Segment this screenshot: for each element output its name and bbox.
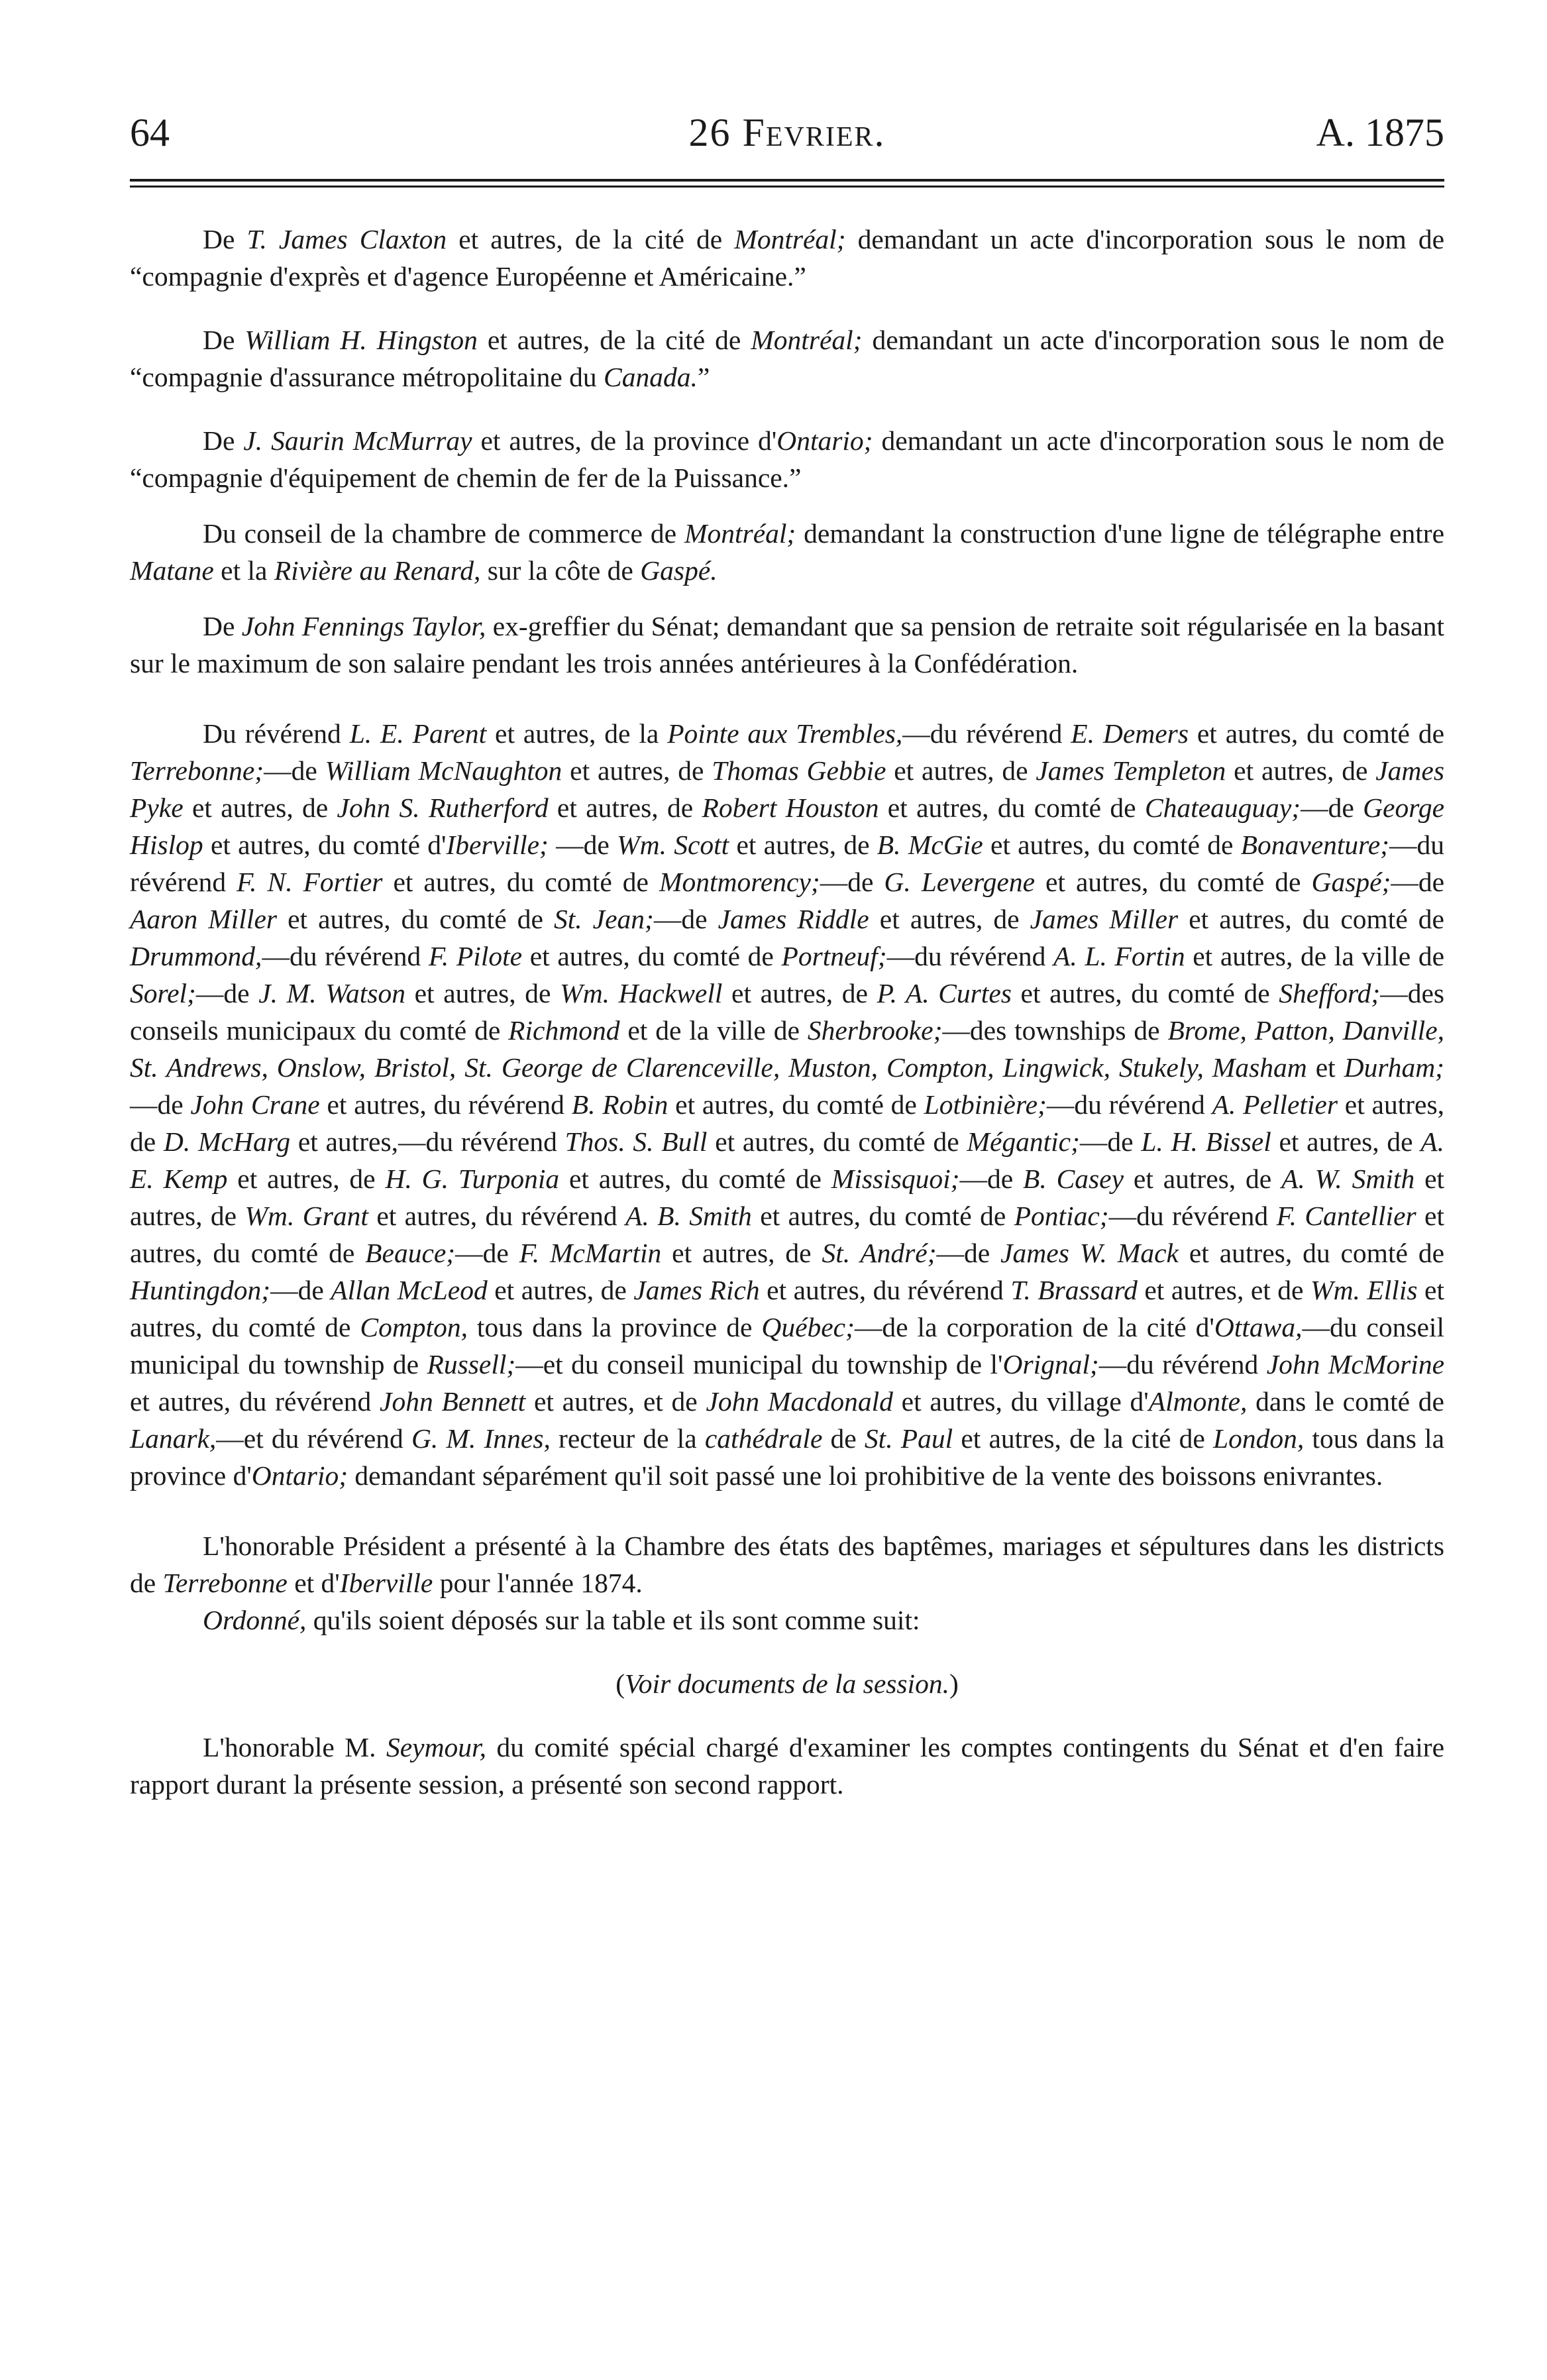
italic-run: Sherbrooke;	[807, 1015, 943, 1046]
italic-run: Almonte,	[1148, 1386, 1248, 1417]
header-year: A. 1875	[1316, 111, 1444, 154]
text-run: et	[1307, 1052, 1344, 1083]
text-run: demandant séparément qu'il soit passé une loi prohibitive de la vente des boissons enivrantes.	[348, 1460, 1383, 1491]
italic-run: Iberville	[339, 1568, 433, 1598]
text-run: et autres, de	[487, 1275, 634, 1305]
italic-run: Lanark,	[130, 1423, 217, 1454]
italic-run: St. Jean;	[553, 904, 654, 934]
italic-run: Gaspé.	[640, 555, 718, 586]
text-run: et autres, du comté de	[559, 1163, 831, 1194]
italic-run: A. B. Smith	[625, 1201, 752, 1231]
italic-run: A. W. Smith	[1281, 1163, 1415, 1194]
italic-run: Montmorency;	[659, 867, 820, 897]
italic-run: H. G. Turponia	[385, 1163, 560, 1194]
text-run: et autres, du comté de	[130, 1275, 1444, 1342]
text-run: et autres, du comté de	[522, 941, 782, 971]
italic-run: Portneuf;	[781, 941, 887, 971]
text-run: et de la ville de	[619, 1015, 808, 1046]
paragraph-claxton-petition	[130, 221, 1444, 295]
italic-run: Bonaventure;	[1240, 830, 1389, 860]
italic-run: Chateauguay;	[1144, 792, 1301, 823]
italic-run: Ontario;	[776, 425, 873, 456]
text-run: et autres, du comté de	[983, 830, 1241, 860]
text-run: qu'ils soient déposés sur la table et ils sont comme suit:	[306, 1605, 920, 1635]
italic-run: James Templeton	[1036, 755, 1226, 786]
text-run: —du révérend	[130, 830, 1444, 897]
italic-run: Wm. Scott	[617, 830, 729, 860]
italic-run: J. Saurin McMurray	[243, 425, 472, 456]
italic-run: Huntingdon;	[130, 1275, 271, 1305]
text-run: Du révérend	[203, 718, 350, 749]
italic-run: Iberville;	[446, 830, 549, 860]
italic-run: Richmond	[508, 1015, 620, 1046]
text-run: et autres, de	[886, 755, 1036, 786]
text-run: )	[949, 1668, 959, 1699]
italic-run: Drummond,	[130, 941, 262, 971]
text-run: du comité spécial chargé d'examiner les comptes contingents du Sénat et d'en faire rapport durant la présente session, a présenté son second rapport.	[130, 1732, 1444, 1800]
text-run: et autres, du comté d'	[203, 830, 447, 860]
text-run: —et du conseil municipal du township de l'	[515, 1349, 1003, 1379]
text-run: —de	[1301, 792, 1363, 823]
text-run: demandant un acte d'incorporation sous le nom de “compagnie d'équipement de chemin de fer de la Puissance.”	[130, 425, 1445, 493]
header-date	[130, 93, 1444, 172]
italic-run: Beauce;	[365, 1238, 456, 1268]
text-run: —et du révérend	[216, 1423, 411, 1454]
italic-run: Terrebonne	[162, 1568, 288, 1598]
italic-run: Ottawa,	[1214, 1312, 1303, 1342]
text-run: —de	[455, 1238, 519, 1268]
text-run: tous dans la province d'	[130, 1423, 1444, 1491]
italic-run: Voir documents de la session.	[625, 1668, 949, 1699]
text-run: et autres, du révérend	[130, 1386, 380, 1417]
text-run: et autres, et de	[1137, 1275, 1310, 1305]
text-run: et autres, du comté de	[668, 1089, 924, 1120]
italic-run: Pointe aux Trembles,	[667, 718, 903, 749]
text-run: et autres, du comté de	[1178, 904, 1444, 934]
text-run: et autres, du comté de	[1178, 1238, 1444, 1268]
text-run: pour l'année 1874.	[433, 1568, 643, 1598]
text-run: Du conseil de la chambre de commerce de	[203, 518, 684, 549]
italic-run: James Pyke	[130, 755, 1444, 823]
text-run: et autres, de	[130, 1089, 1445, 1157]
text-run: tous dans la province de	[467, 1312, 762, 1342]
italic-run: Shefford;	[1279, 978, 1381, 1008]
paragraph-see-documents	[130, 1665, 1444, 1702]
text-run: et autres, de	[183, 792, 337, 823]
italic-run: Brome, Patton, Danville, St. Andrews, Onslow, Bristol, St. George de Clarenceville, Muston, Compton, Lingwick, Stukely, Masham	[130, 1015, 1445, 1083]
text-run: et autres, du comté de	[751, 1201, 1014, 1231]
italic-run: Ontario;	[251, 1460, 348, 1491]
italic-run: D. McHarg	[163, 1126, 291, 1157]
text-run: —de	[936, 1238, 1001, 1268]
body-text	[130, 221, 1444, 1803]
text-run: et autres, de	[562, 755, 712, 786]
italic-run: B. McGie	[877, 830, 983, 860]
text-run: et autres, du comté de	[130, 1201, 1445, 1268]
header-rule	[130, 179, 1444, 188]
text-run: et autres, du révérend	[368, 1201, 625, 1231]
text-run: ”	[697, 362, 710, 392]
text-run: et autres, de la ville de	[1185, 941, 1444, 971]
italic-run: Robert Houston	[702, 792, 879, 823]
text-run: L'honorable Président a présenté à la Chambre des états des baptêmes, mariages et sépultures dans les districts de	[130, 1531, 1444, 1598]
italic-run: B. Robin	[571, 1089, 668, 1120]
italic-run: James Miller	[1030, 904, 1179, 934]
italic-run: Russell;	[427, 1349, 516, 1379]
italic-run: John Bennett	[380, 1386, 526, 1417]
text-run: —des conseils municipaux du comté de	[130, 978, 1445, 1046]
italic-run: Wm. Ellis	[1310, 1275, 1418, 1305]
text-run: et autres, du comté de	[277, 904, 554, 934]
text-run: —de	[130, 1089, 191, 1120]
text-run: demandant un acte d'incorporation sous le nom de “compagnie d'exprès et d'agence Européenne et Américaine.”	[130, 224, 1445, 292]
italic-run: James Riddle	[718, 904, 869, 934]
italic-run: Montréal;	[734, 224, 846, 254]
text-run: —du révérend	[1108, 1201, 1277, 1231]
italic-run: Terrebonne;	[130, 755, 264, 786]
italic-run: cathédrale	[704, 1423, 823, 1454]
italic-run: Québec;	[761, 1312, 855, 1342]
text-run: —du révérend	[1046, 1089, 1212, 1120]
text-run: et d'	[287, 1568, 340, 1598]
text-run: et autres, du comté de	[382, 867, 659, 897]
text-run: —du révérend	[886, 941, 1054, 971]
italic-run: A. E. Kemp	[130, 1126, 1445, 1194]
text-run: et autres, de la cité de	[953, 1423, 1214, 1454]
text-run: et autres, du comté de	[1011, 978, 1279, 1008]
text-run: et autres,—du révérend	[290, 1126, 565, 1157]
document-page	[130, 93, 1444, 2346]
italic-run: London,	[1213, 1423, 1305, 1454]
text-run: De	[203, 611, 242, 641]
text-run: et autres, du comté de	[1035, 867, 1312, 897]
italic-run: Orignal;	[1002, 1349, 1099, 1379]
italic-run: Montréal;	[684, 518, 796, 549]
text-run: et autres, de	[869, 904, 1030, 934]
text-run: et autres, de la	[486, 718, 668, 749]
paragraph-president-report	[130, 1527, 1444, 1601]
italic-run: L. H. Bissel	[1141, 1126, 1271, 1157]
italic-run: G. M. Innes,	[411, 1423, 551, 1454]
italic-run: Montréal;	[751, 325, 863, 355]
italic-run: Thos. S. Bull	[564, 1126, 708, 1157]
text-run: et autres, de	[729, 830, 877, 860]
text-run: L'honorable M.	[203, 1732, 386, 1762]
italic-run: John McMorine	[1266, 1349, 1444, 1379]
text-run: et autres, du comté de	[1188, 718, 1444, 749]
text-run: —de	[548, 830, 617, 860]
page-number: 64	[130, 111, 170, 154]
italic-run: P. A. Curtes	[877, 978, 1012, 1008]
italic-run: Matane	[130, 555, 214, 586]
text-run: —du révérend	[262, 941, 429, 971]
header-date-month: Fevrier.	[742, 111, 886, 154]
italic-run: J. M. Watson	[258, 978, 405, 1008]
italic-run: F. Pilote	[428, 941, 523, 971]
italic-run: Aaron Miller	[130, 904, 278, 934]
italic-run: Sorel;	[130, 978, 196, 1008]
text-run: demandant la construction d'une ligne de télégraphe entre	[796, 518, 1444, 549]
italic-run: B. Casey	[1023, 1163, 1124, 1194]
italic-run: St. André;	[822, 1238, 937, 1268]
paragraph-hingston-petition	[130, 321, 1444, 396]
italic-run: Mégantic;	[967, 1126, 1080, 1157]
paragraph-chamber-of-commerce-petition	[130, 515, 1444, 589]
italic-run: John Crane	[190, 1089, 320, 1120]
italic-run: Wm. Hackwell	[560, 978, 723, 1008]
italic-run: John S. Rutherford	[337, 792, 549, 823]
text-run: —de	[195, 978, 259, 1008]
text-run: (	[615, 1668, 625, 1699]
italic-run: James W. Mack	[1000, 1238, 1179, 1268]
page-header	[130, 93, 1444, 172]
text-run: —du révérend	[1098, 1349, 1267, 1379]
text-run: et la	[213, 555, 274, 586]
italic-run: Durham;	[1344, 1052, 1445, 1083]
text-run: et autres, de	[1271, 1126, 1421, 1157]
text-run: et autres, de	[227, 1163, 386, 1194]
text-run: —des townships de	[942, 1015, 1168, 1046]
paragraph-mcmurray-petition	[130, 422, 1444, 496]
italic-run: F. McMartin	[519, 1238, 662, 1268]
text-run: —du révérend	[902, 718, 1071, 749]
italic-run: William McNaughton	[325, 755, 562, 786]
text-run: —de	[1079, 1126, 1142, 1157]
text-run: et autres, et de	[525, 1386, 706, 1417]
italic-run: T. James Claxton	[246, 224, 447, 254]
italic-run: St. Paul	[864, 1423, 953, 1454]
italic-run: Ordonné,	[203, 1605, 307, 1635]
text-run: —de	[270, 1275, 331, 1305]
text-run: et autres, de	[661, 1238, 822, 1268]
text-run: —du conseil municipal du township de	[130, 1312, 1444, 1379]
text-run: —de	[653, 904, 718, 934]
header-date-day: 26	[688, 111, 743, 154]
italic-run: A. Pelletier	[1212, 1089, 1338, 1120]
italic-run: William H. Hingston	[244, 325, 478, 355]
italic-run: Lotbinière;	[924, 1089, 1047, 1120]
text-run: —de	[820, 867, 884, 897]
italic-run: Compton,	[360, 1312, 468, 1342]
text-run: dans le comté de	[1247, 1386, 1444, 1417]
text-run: —de	[264, 755, 325, 786]
italic-run: Gaspé;	[1311, 867, 1391, 897]
paragraph-ordered	[130, 1601, 1444, 1639]
text-run: et autres, de	[405, 978, 560, 1008]
text-run: de	[822, 1423, 865, 1454]
italic-run: A. L. Fortin	[1053, 941, 1185, 971]
italic-run: Pontiac;	[1014, 1201, 1109, 1231]
italic-run: James Rich	[633, 1275, 760, 1305]
paragraph-seymour-report	[130, 1729, 1444, 1803]
text-run: et autres, du village d'	[892, 1386, 1149, 1417]
italic-run: Rivière au Renard,	[274, 555, 481, 586]
text-run: recteur de la	[550, 1423, 705, 1454]
text-run: et autres, de	[1124, 1163, 1282, 1194]
text-run: et autres, de	[130, 1163, 1445, 1231]
text-run: et autres, de la cité de	[477, 325, 751, 355]
text-run: De	[203, 224, 247, 254]
paragraph-prohibition-petitions	[130, 715, 1444, 1494]
italic-run: Allan McLeod	[331, 1275, 488, 1305]
text-run: ex-greffier du Sénat; demandant que sa pension de retraite soit régularisée en la basant sur le maximum de son salaire pendant les trois années antérieures à la Confédération.	[130, 611, 1445, 678]
text-run: et autres, du révérend	[319, 1089, 572, 1120]
italic-run: G. Levergene	[884, 867, 1036, 897]
italic-run: Missisquoi;	[831, 1163, 960, 1194]
text-run: De	[203, 425, 244, 456]
text-run: et autres, de	[548, 792, 702, 823]
text-run: et autres, de la province d'	[472, 425, 777, 456]
text-run: —de	[1391, 867, 1445, 897]
text-run: et autres, de	[722, 978, 877, 1008]
text-run: et autres, du comté de	[707, 1126, 967, 1157]
text-run: —de la corporation de la cité d'	[854, 1312, 1214, 1342]
italic-run: George Hislop	[130, 792, 1444, 860]
italic-run: E. Demers	[1071, 718, 1189, 749]
italic-run: Thomas Gebbie	[712, 755, 886, 786]
text-run: demandant un acte d'incorporation sous le nom de “compagnie d'assurance métropolitaine du	[130, 325, 1445, 392]
text-run: sur la côte de	[480, 555, 641, 586]
text-run: et autres, du révérend	[759, 1275, 1011, 1305]
text-run: et autres, de la cité de	[447, 224, 735, 254]
italic-run: F. Cantellier	[1276, 1201, 1416, 1231]
text-run: et autres, du comté de	[879, 792, 1145, 823]
paragraph-taylor-petition	[130, 608, 1444, 682]
italic-run: Wm. Grant	[244, 1201, 368, 1231]
text-run: —de	[959, 1163, 1024, 1194]
italic-run: L. E. Parent	[349, 718, 487, 749]
text-run: De	[203, 325, 245, 355]
italic-run: Canada.	[604, 362, 698, 392]
italic-run: Seymour,	[386, 1732, 486, 1762]
italic-run: John Macdonald	[706, 1386, 893, 1417]
italic-run: F. N. Fortier	[237, 867, 383, 897]
text-run: et autres, de	[1226, 755, 1376, 786]
italic-run: T. Brassard	[1010, 1275, 1138, 1305]
italic-run: John Fennings Taylor,	[241, 611, 486, 641]
